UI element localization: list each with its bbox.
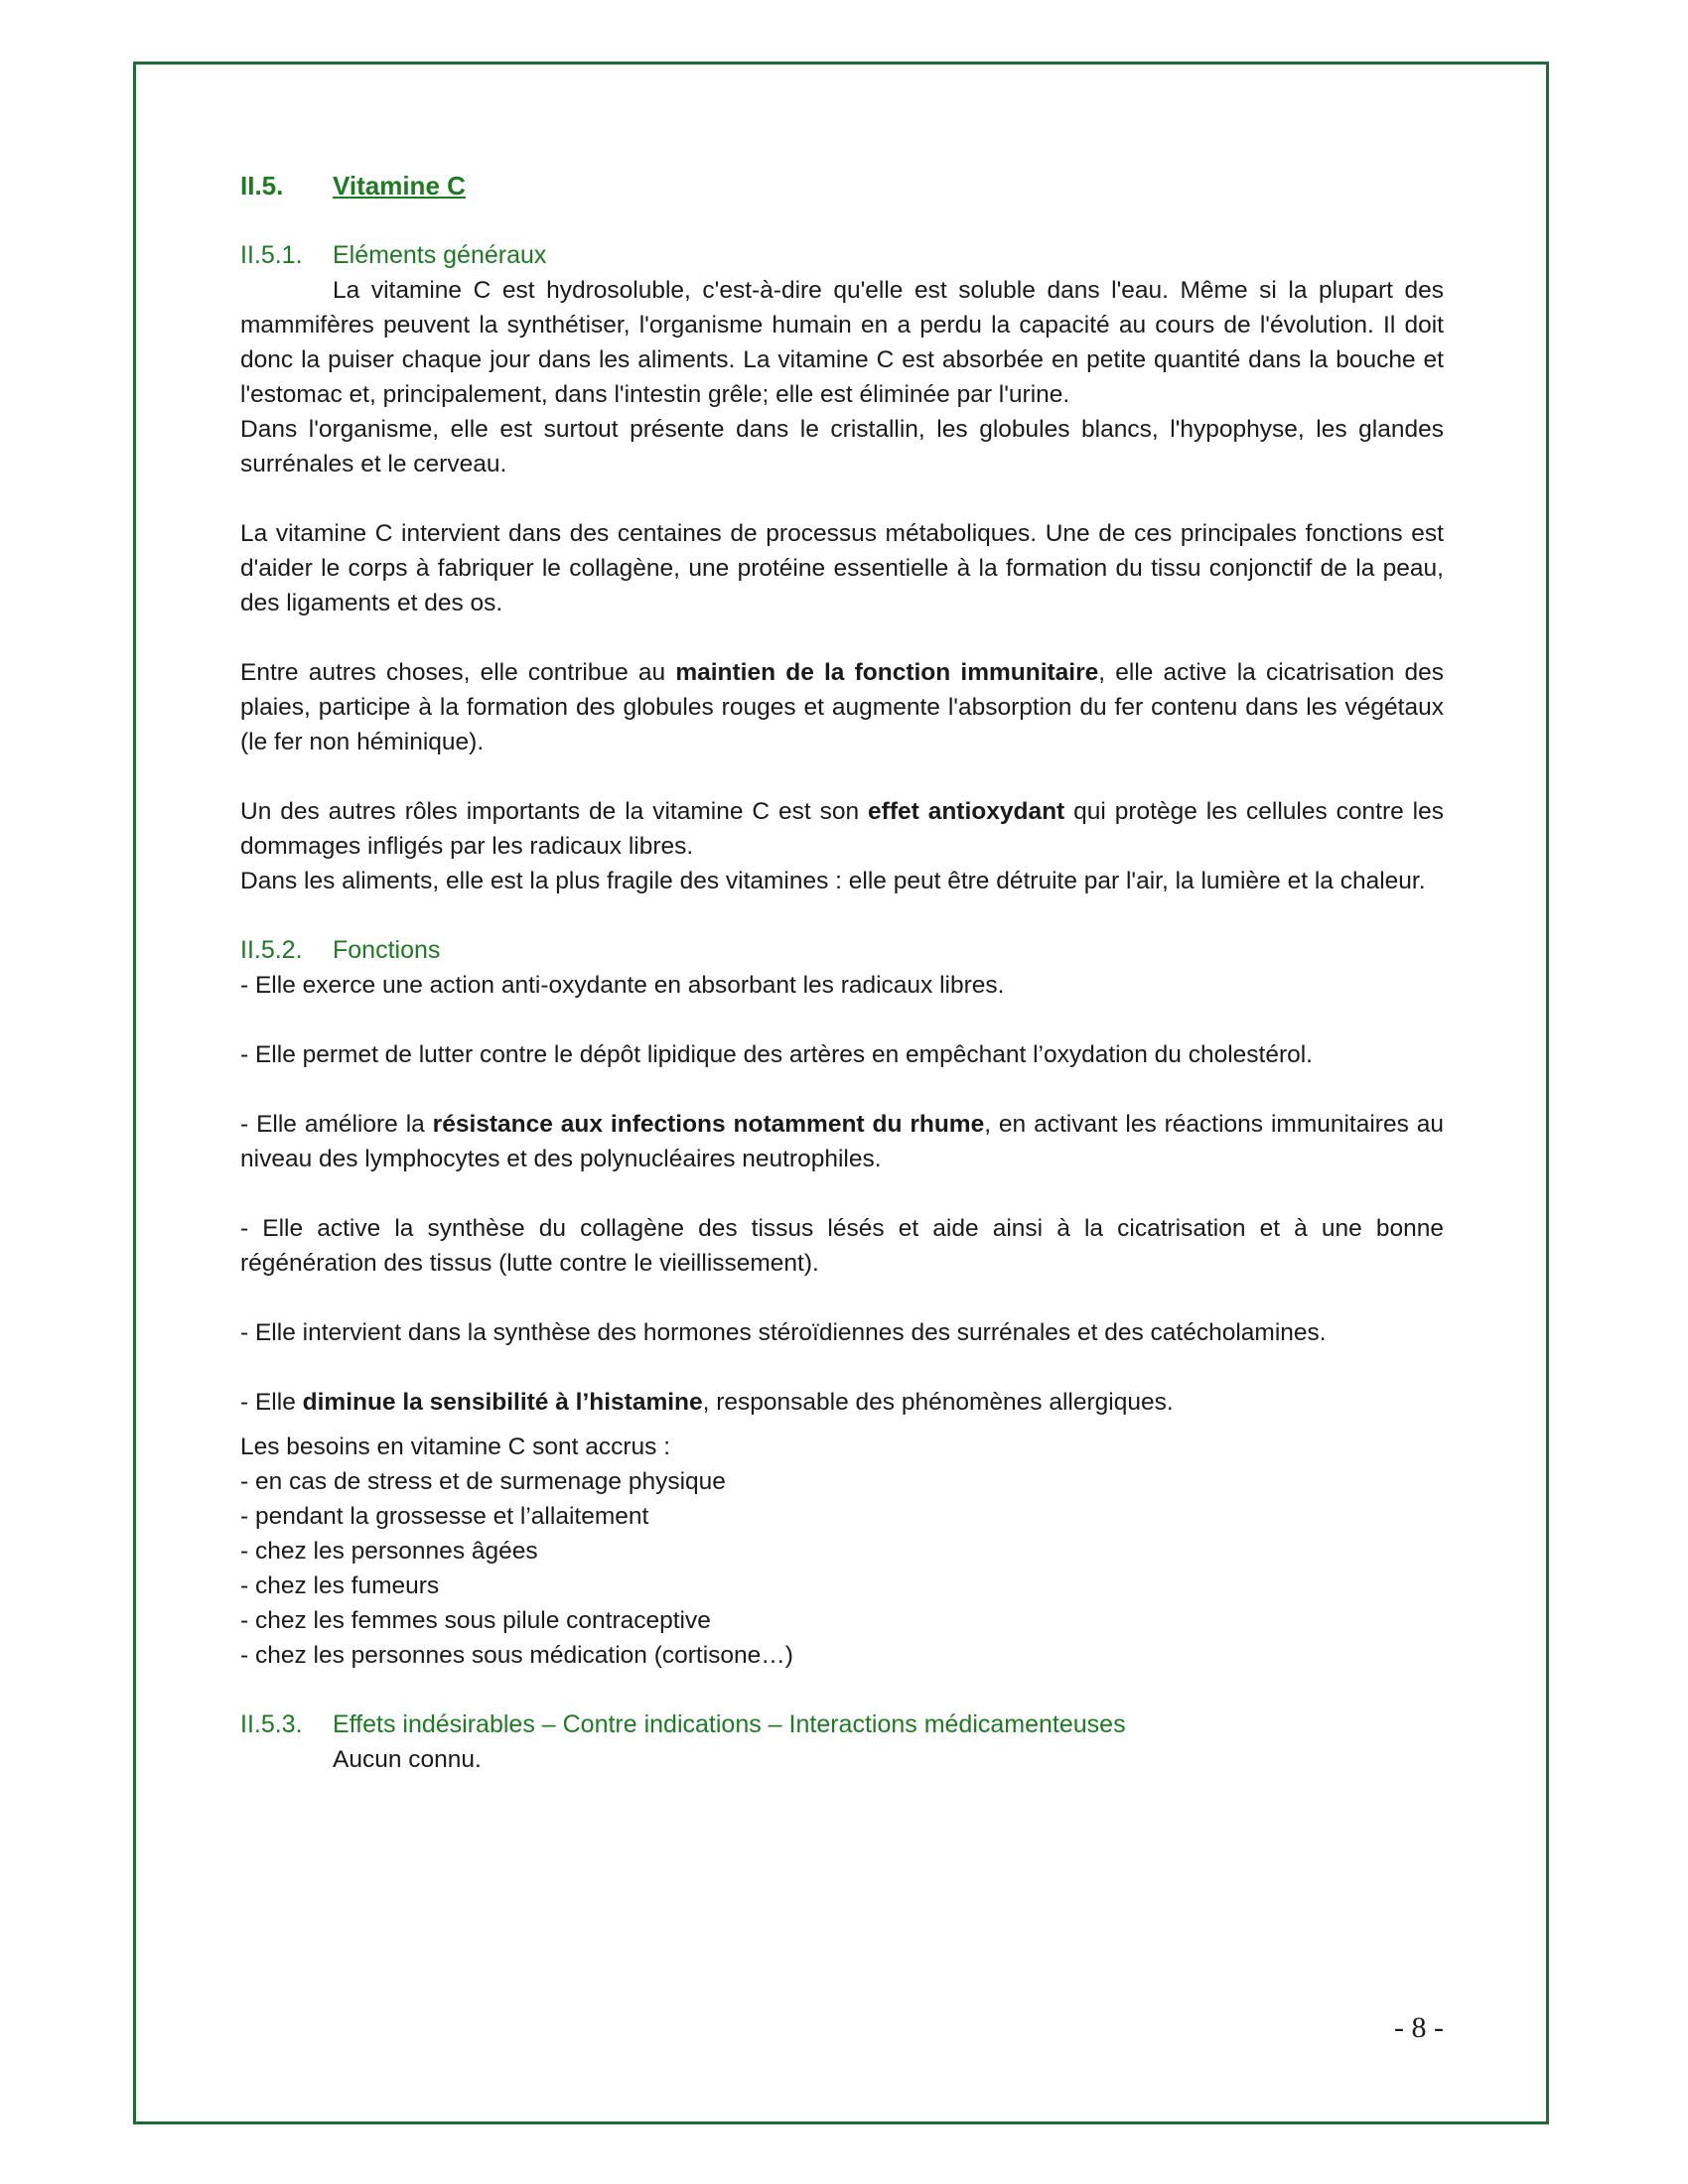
needs-item: - chez les fumeurs [240,1572,440,1599]
text-run: - Elle [240,1389,303,1416]
page-number: - 8 - [1394,2011,1444,2044]
paragraph: Dans l'organisme, elle est surtout présente dans le cristallin, les globules blancs, l'hypophyse, les glandes surrénales et le cerveau. [240,416,1444,478]
function-item: - Elle intervient dans la synthèse des hormones stéroïdiennes des surrénales et des catécholamines. [240,1319,1327,1346]
subsection-heading-3 [240,1707,1444,1742]
needs-item: - chez les personnes âgées [240,1538,538,1565]
section-title: Vitamine C [333,171,466,201]
text-run: - Elle améliore la [240,1111,433,1138]
bold-text: maintien de la fonction immunitaire [675,659,1099,686]
paragraph: Aucun connu. [333,1746,482,1773]
subsection-title: Eléments généraux [333,241,547,269]
function-item [240,1107,1444,1176]
paragraph: Dans les aliments, elle est la plus fragile des vitamines : elle peut être détruite par l'air, la lumière et la chaleur. [240,868,1426,894]
bold-text: diminue la sensibilité à l’histamine [302,1389,703,1416]
paragraph [240,794,1444,864]
subsection-number: II.5.1. [240,241,303,269]
bold-text: effet antioxydant [868,798,1065,825]
needs-item: - chez les femmes sous pilule contraceptive [240,1607,711,1634]
text-run: , en activant les réactions immunitaires au niveau des lymphocytes et des polynucléaires neutrophiles. [240,1111,1444,1172]
subsection-heading-1 [240,238,1444,273]
bold-text: résistance aux infections notamment du rhume [432,1111,985,1138]
subsection-number: II.5.3. [240,1710,303,1738]
needs-intro: Les besoins en vitamine C sont accrus : [240,1433,671,1460]
text-run: Un des autres rôles importants de la vitamine C est son [240,798,869,825]
function-item: - Elle permet de lutter contre le dépôt lipidique des artères en empêchant l’oxydation du cholestérol. [240,1041,1313,1068]
page-content [240,169,1444,1777]
paragraph [240,655,1444,759]
section-number: II.5. [240,171,284,201]
paragraph: La vitamine C est hydrosoluble, c'est-à-dire qu'elle est soluble dans l'eau. Même si la plupart des mammifères peuvent la synthétiser, l'organisme humain en a perdu la capacité au cours de l'évolution. Il doit donc la puiser chaque jour dans les aliments. La vitamine C est absorbée en petite quantité dans la bouche et l'estomac et, principalement, dans l'intestin grêle; elle est éliminée par l'urine. [240,277,1444,408]
paragraph: La vitamine C intervient dans des centaines de processus métaboliques. Une de ces principales fonctions est d'aider le corps à fabriquer le collagène, une protéine essentielle à la formation du tissu conjonctif de la peau, des ligaments et des os. [240,520,1444,616]
text-run: , elle active la cicatrisation des plaies, participe à la formation des globules rouges et augmente l'absorption du fer contenu dans les végétaux (le fer non héminique). [240,659,1445,755]
text-run: Entre autres choses, elle contribue au [240,659,676,686]
needs-item: - pendant la grossesse et l’allaitement [240,1503,649,1530]
subsection-heading-2 [240,933,1444,968]
needs-item: - en cas de stress et de surmenage physique [240,1468,726,1495]
function-item [240,1385,1444,1420]
subsection-title: Fonctions [333,936,441,964]
text-run: , responsable des phénomènes allergiques. [702,1389,1174,1416]
text-run: qui protège les cellules contre les dommages infligés par les radicaux libres. [240,798,1444,860]
function-item: - Elle active la synthèse du collagène des tissus lésés et aide ainsi à la cicatrisation et à une bonne régénération des tissus (lutte contre le vieillissement). [240,1215,1444,1277]
subsection-number: II.5.2. [240,936,303,964]
needs-item: - chez les personnes sous médication (cortisone…) [240,1642,793,1669]
subsection-title: Effets indésirables – Contre indications – Interactions médicamenteuses [333,1710,1126,1738]
function-item: - Elle exerce une action anti-oxydante en absorbant les radicaux libres. [240,972,1005,999]
section-heading [240,169,1444,204]
